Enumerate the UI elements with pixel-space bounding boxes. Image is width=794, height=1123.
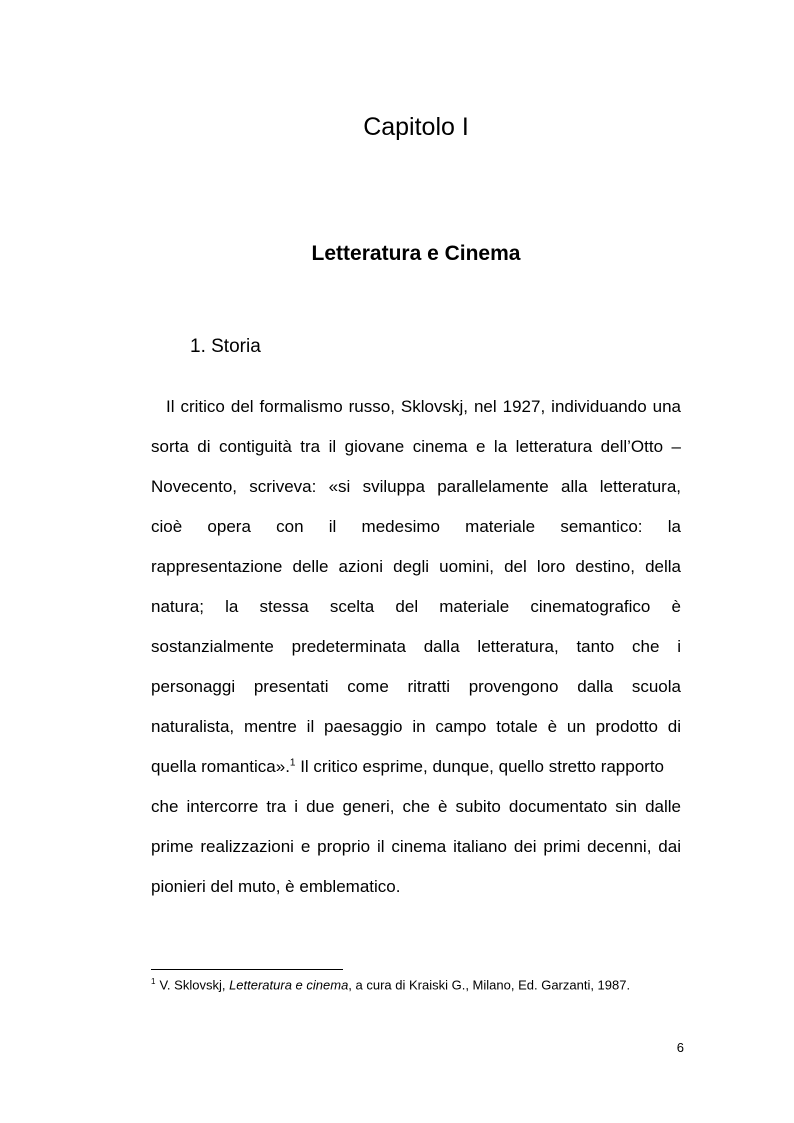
footnote-separator [151, 969, 343, 970]
line-text: quella romantica». [151, 757, 290, 776]
body-paragraph [151, 387, 681, 907]
paragraph-line: personaggi presentati come ritratti provengono dalla scuola [151, 677, 681, 696]
footnote-title: Letteratura e cinema [229, 977, 349, 993]
footnote-author: V. Sklovskj, [159, 977, 230, 993]
chapter-title: Capitolo I [363, 113, 469, 141]
footnote-details: , a cura di Kraiski G., Milano, Ed. Garzanti, 1987. [348, 977, 631, 993]
paragraph-line: sorta di contiguità tra il giovane cinema e la letteratura dell’Otto – [151, 437, 681, 456]
chapter-subtitle: Letteratura e Cinema [311, 242, 521, 265]
section-heading: 1. Storia [190, 336, 261, 357]
line-text: Il critico esprime, dunque, quello stretto rapporto [295, 757, 665, 776]
page-number: 6 [676, 1040, 684, 1055]
paragraph-line: che intercorre tra i due generi, che è subito documentato sin dalle [151, 797, 681, 816]
footnote-reference[interactable]: 1 [289, 757, 296, 769]
paragraph-line: cioè opera con il medesimo materiale semantico: la [151, 517, 681, 536]
paragraph-line: pionieri del muto, è emblematico. [151, 877, 401, 896]
paragraph-line: sostanzialmente predeterminata dalla letteratura, tanto che i [151, 637, 681, 656]
paragraph-line [151, 747, 681, 787]
paragraph-line: rappresentazione delle azioni degli uomini, del loro destino, della [151, 557, 681, 576]
footnote [151, 977, 691, 992]
paragraph-line: natura; la stessa scelta del materiale cinematografico è [151, 597, 681, 616]
paragraph-line: naturalista, mentre il paesaggio in campo totale è un prodotto di [151, 717, 681, 736]
paragraph-line: Novecento, scriveva: «si sviluppa parallelamente alla letteratura, [151, 477, 681, 496]
footnote-number: 1 [151, 977, 156, 986]
paragraph-line: Il critico del formalismo russo, Sklovskj, nel 1927, individuando una [166, 397, 681, 416]
paragraph-line: prime realizzazioni e proprio il cinema italiano dei primi decenni, dai [151, 837, 681, 856]
